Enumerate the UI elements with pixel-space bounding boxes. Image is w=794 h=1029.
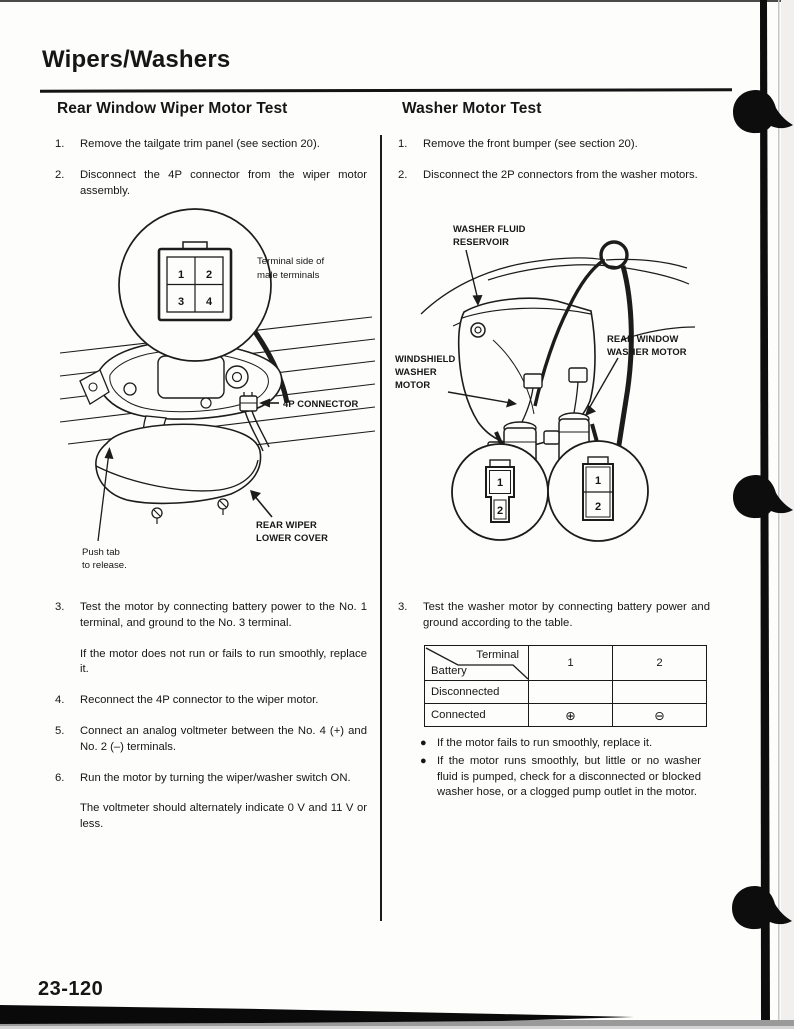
- header-rule: [40, 88, 732, 92]
- step-text: Disconnect the 4P connector from the wiper motor assembly.: [80, 168, 367, 197]
- step-text: Remove the front bumper (see section 20).: [423, 138, 638, 150]
- label-windshield-line1: WINDSHIELD: [395, 353, 456, 364]
- pin-label-1: 1: [177, 269, 185, 281]
- page-number: 23-120: [38, 978, 104, 1000]
- binder-spine: [760, 0, 770, 1029]
- step-text: Reconnect the 4P connector to the wiper motor.: [80, 694, 319, 707]
- table-corner-terminal: Terminal: [476, 649, 519, 661]
- step-item: [398, 137, 712, 153]
- list-item: [420, 736, 716, 752]
- list-item: [420, 754, 716, 801]
- table-cell-plus: ⊕: [529, 704, 613, 726]
- pin-label-2: 2: [205, 269, 213, 281]
- terminal-test-table: [424, 645, 707, 727]
- step-number: 1.: [55, 138, 65, 150]
- label-rear-wiper-line1: REAR WIPER: [256, 519, 317, 530]
- table-corner-battery: Battery: [431, 665, 467, 677]
- label-washer-fluid-line2: RESERVOIR: [453, 236, 509, 247]
- step-number: 6.: [55, 771, 65, 784]
- label-push-tab-line1: Push tab: [82, 547, 120, 558]
- step-text: Test the washer motor by connecting battery power and ground according to the table.: [423, 601, 710, 629]
- step-text: Disconnect the 2P connectors from the washer motors.: [423, 168, 698, 181]
- step-text: Connect an analog voltmeter between the No. 4 (+) and No. 2 (–) terminals.: [80, 724, 367, 753]
- page-top-edge: [0, 0, 794, 2]
- inset-caption-line2: male terminals: [257, 270, 320, 281]
- step-item: [55, 600, 369, 632]
- left-steps-bottom: [55, 600, 369, 848]
- page-bottom-edge: [0, 1020, 794, 1026]
- label-rear-wiper-line2: LOWER COVER: [256, 532, 328, 543]
- lower-cover-shape: [96, 424, 261, 503]
- table-corner-cell: [425, 646, 529, 680]
- right-steps-top: [398, 137, 712, 199]
- bullet-icon: ●: [420, 754, 427, 767]
- step-text: Run the motor by turning the wiper/washer switch ON.: [80, 771, 351, 784]
- step-number: 3.: [398, 601, 408, 613]
- step-subtext: If the motor does not run or fails to run smoothly, replace it.: [80, 647, 367, 676]
- label-windshield-line2: WASHER: [395, 366, 437, 377]
- step-number: 5.: [55, 724, 65, 737]
- step-number: 2.: [55, 168, 65, 181]
- step-text: Test the motor by connecting battery power to the No. 1 terminal, and ground to the No. 3 terminal.: [80, 601, 367, 629]
- right-steps-bottom: [398, 600, 712, 647]
- step-number: 1.: [398, 138, 408, 150]
- binder-ring: [733, 475, 793, 518]
- pin-label-4: 4: [205, 296, 213, 308]
- step-item: [55, 137, 369, 153]
- step-item: [55, 724, 369, 756]
- bullet-text: If the motor runs smoothly, but little or no washer fluid is pumped, check for a disconnected or blocked washer hose, or a clogged pump outlet in the motor.: [437, 754, 701, 799]
- step-number: 2.: [398, 168, 408, 181]
- step-item: [55, 168, 369, 200]
- table-cell: [529, 681, 613, 703]
- pin-label-3: 3: [177, 296, 185, 308]
- step-item: [55, 693, 369, 709]
- table-cell: [613, 681, 706, 703]
- arrowhead-lower-cover: [250, 490, 261, 501]
- step-text: Remove the tailgate trim panel (see section 20).: [80, 138, 320, 150]
- bottom-scan-bar: [0, 1005, 634, 1024]
- step-item: [398, 168, 712, 184]
- left-inset-pin-2: 2: [496, 505, 504, 517]
- binder-ring: [733, 90, 793, 133]
- left-inset-pin-1: 1: [496, 477, 504, 489]
- right-inset-pin-2: 2: [594, 501, 602, 513]
- binder-ring: [732, 886, 792, 929]
- right-section-heading: Washer Motor Test: [402, 100, 542, 117]
- step-item: [55, 771, 369, 787]
- bullet-icon: ●: [420, 737, 427, 749]
- label-rear-window-line2: WASHER MOTOR: [607, 346, 687, 357]
- right-inset-pin-1: 1: [594, 475, 602, 487]
- table-row-label: Disconnected: [425, 681, 529, 703]
- left-section-heading: Rear Window Wiper Motor Test: [57, 100, 288, 117]
- step-number: 4.: [55, 694, 65, 707]
- bullet-text: If the motor fails to run smoothly, replace it.: [437, 737, 653, 749]
- inset-caption-line1: Terminal side of: [257, 256, 325, 267]
- label-washer-fluid-line1: WASHER FLUID: [453, 223, 526, 234]
- label-push-tab-line2: to release.: [82, 560, 127, 571]
- table-cell-minus: ⊖: [654, 707, 665, 723]
- washer-motor-figure: [393, 218, 713, 553]
- rear-wiper-motor-figure: [60, 203, 375, 577]
- table-row-label: Connected: [425, 704, 529, 726]
- label-rear-window-line1: REAR WINDOW: [607, 333, 679, 344]
- step-number: 3.: [55, 601, 65, 613]
- table-col-header-2: 2: [656, 657, 663, 669]
- column-divider: [380, 135, 382, 921]
- step-item: [398, 600, 712, 632]
- table-col-header-1: 1: [529, 646, 613, 680]
- page-title: Wipers/Washers: [42, 46, 231, 73]
- page-right-edge: [778, 0, 780, 1029]
- notes-list: [420, 736, 716, 803]
- label-4p-connector: 4P CONNECTOR: [283, 398, 359, 409]
- step-subtext: The voltmeter should alternately indicate 0 V and 11 V or less.: [80, 802, 367, 831]
- label-windshield-line3: MOTOR: [395, 379, 431, 390]
